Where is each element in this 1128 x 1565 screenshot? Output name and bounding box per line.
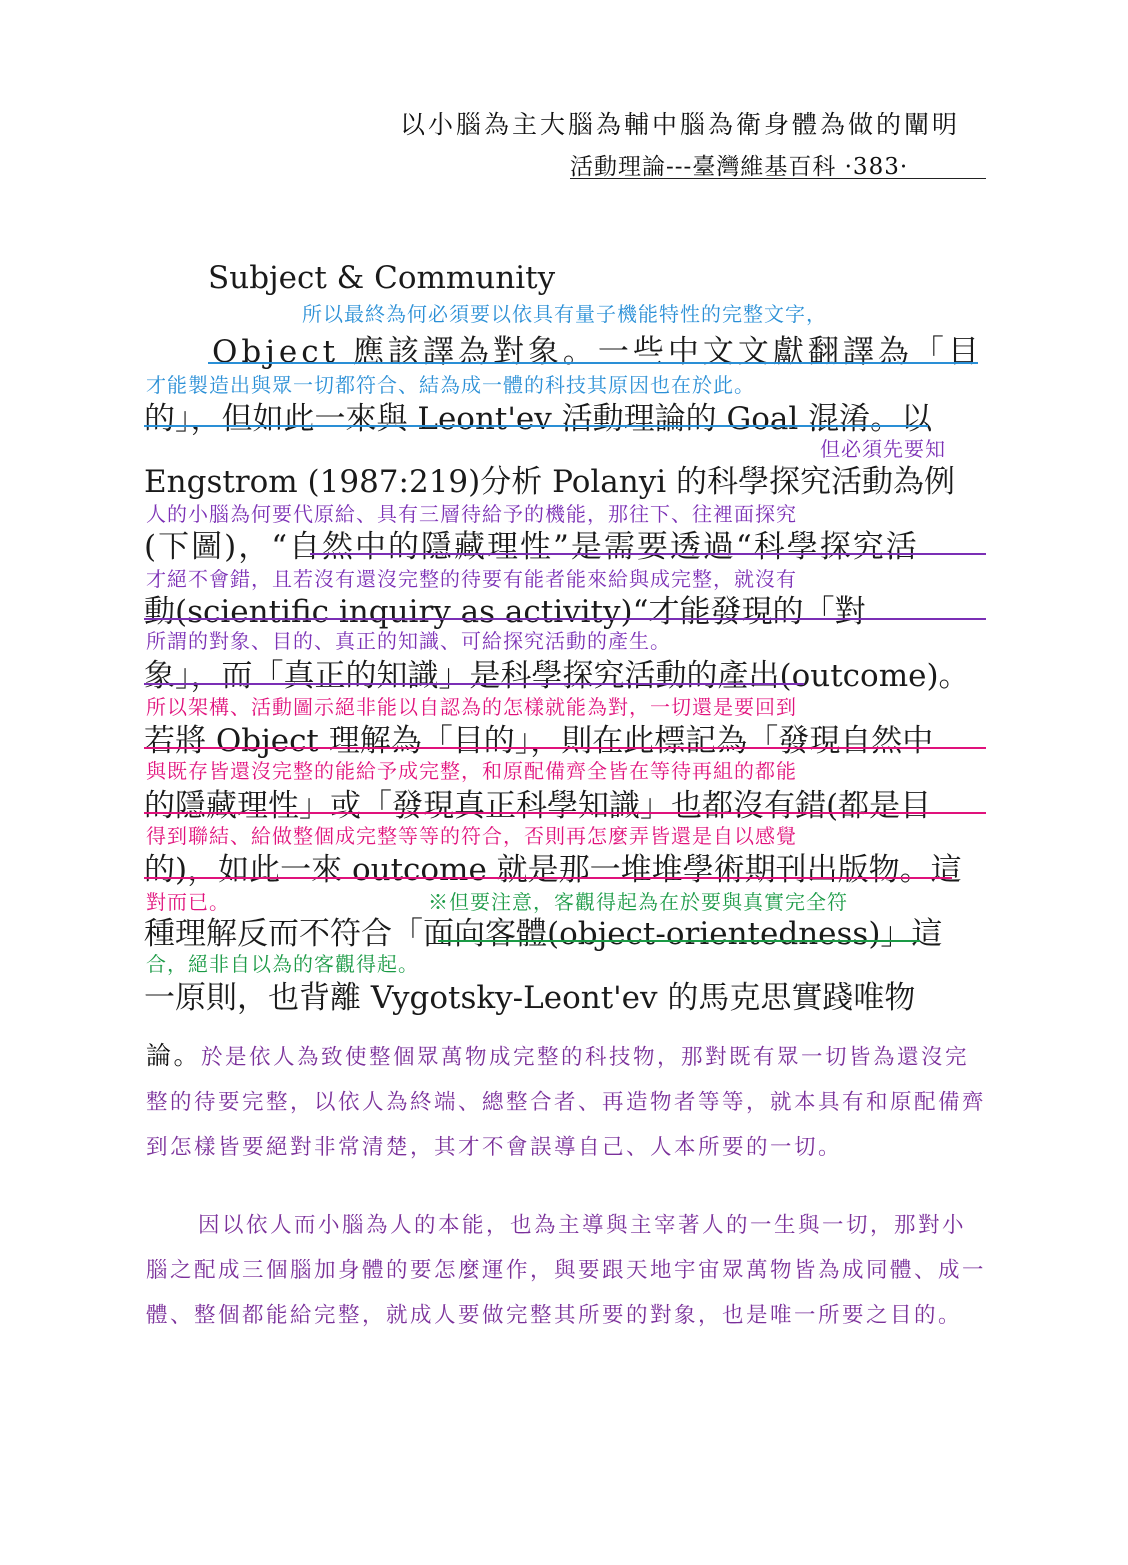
underline-9 xyxy=(144,877,952,879)
text-line-4: (下圖)，“自然中的隱藏理性”是需要透過“科學探究活 xyxy=(144,529,919,565)
paragraph-1-text: 於是依人為致使整個眾萬物成完整的科技物，那對既有眾一切皆為還沒完整的待要完整，以依人為終端、總整合者、再造物者等等，就本具有和原配備齊到怎樣皆要絕對非常清楚，其才不會誤導自己、人本所要的一切。 xyxy=(146,1045,987,1160)
underline-5 xyxy=(144,618,986,620)
annotation-8: 與既存皆還沒完整的能給予成完整，和原配備齊全皆在等待再組的都能 xyxy=(146,759,797,783)
annotation-10-right: ※但要注意，客觀得起為在於要與真實完全符 xyxy=(428,890,848,914)
annotation-3: 但必須先要知 xyxy=(820,437,946,461)
annotation-2: 才能製造出與眾一切都符合、結為成一體的科技其原因也在於此。 xyxy=(146,373,755,397)
underline-4 xyxy=(310,553,986,555)
annotation-10-left: 對而已。 xyxy=(146,890,230,914)
annotation-5: 才絕不會錯，且若沒有還沒完整的待要有能者能來給與成完整，就沒有 xyxy=(146,567,797,591)
text-line-11: 一原則，也背離 Vygotsky-Leont'ev 的馬克思實踐唯物 xyxy=(144,980,916,1016)
underline-1 xyxy=(208,362,978,364)
annotation-1: 所以最終為何必須要以依具有量子機能特性的完整文字， xyxy=(302,302,827,326)
text-line-0: Subject & Community xyxy=(208,260,556,296)
annotation-4: 人的小腦為何要代原給、具有三層待給予的機能，那往下、往裡面探究 xyxy=(146,502,797,526)
text-line-10: 種理解反而不符合「面向客體(object-orientedness)」這 xyxy=(144,916,943,952)
paragraph-1-lead: 論。 xyxy=(146,1041,202,1070)
text-line-8: 的隱藏理性」或「發現真正科學知識」也都沒有錯(都是目 xyxy=(144,788,932,824)
paragraph-2 xyxy=(146,1203,988,1338)
annotation-11: 合，絕非自以為的客觀得起。 xyxy=(146,952,419,976)
text-line-6: 象」，而「真正的知識」是科學探究活動的產出(outcome)。 xyxy=(144,658,970,694)
annotation-9: 得到聯結、給做整個成完整等等的符合，否則再怎麼弄皆還是自以感覺 xyxy=(146,824,797,848)
text-line-2: 的」，但如此一來與 Leont'ev 活動理論的 Goal 混淆。以 xyxy=(144,401,933,437)
paragraph-1 xyxy=(146,1033,988,1170)
text-line-3: Engstrom (1987:219)分析 Polanyi 的科學探究活動為例 xyxy=(144,464,955,500)
text-line-5: 動(scientific inquiry as activity)“才能發現的「對 xyxy=(144,594,866,630)
underline-6 xyxy=(144,683,804,685)
text-line-1: Object 應該譯為對象。一些中文文獻翻譯為「目 xyxy=(212,334,983,370)
paragraph-2-text: 因以依人而小腦為人的本能，也為主導與主宰著人的一生與一切，那對小腦之配成三個腦加身體的要怎麼運作，與要跟天地宇宙眾萬物皆為成同體、成一體、整個都能給完整，就成人要做完整其所要的對象，也是唯一所要之目的。 xyxy=(146,1213,987,1328)
underline-8 xyxy=(144,812,986,814)
text-line-9: 的)，如此一來 outcome 就是那一堆堆學術期刊出版物。這 xyxy=(144,852,962,888)
underline-10 xyxy=(438,940,920,942)
annotation-6: 所謂的對象、目的、真正的知識、可給探究活動的產生。 xyxy=(146,629,671,653)
header-rule xyxy=(570,178,986,179)
underline-7 xyxy=(144,747,986,749)
running-header-title: 以小腦為主大腦為輔中腦為衛身體為做的闡明 xyxy=(400,110,961,139)
text-line-7: 若將 Object 理解為「目的」，則在此標記為「發現自然中 xyxy=(144,723,934,759)
running-header-subtitle: 活動理論---臺灣維基百科 ·383· xyxy=(570,154,909,180)
underline-2 xyxy=(144,425,928,427)
annotation-7: 所以架構、活動圖示絕非能以自認為的怎樣就能為對，一切還是要回到 xyxy=(146,695,797,719)
